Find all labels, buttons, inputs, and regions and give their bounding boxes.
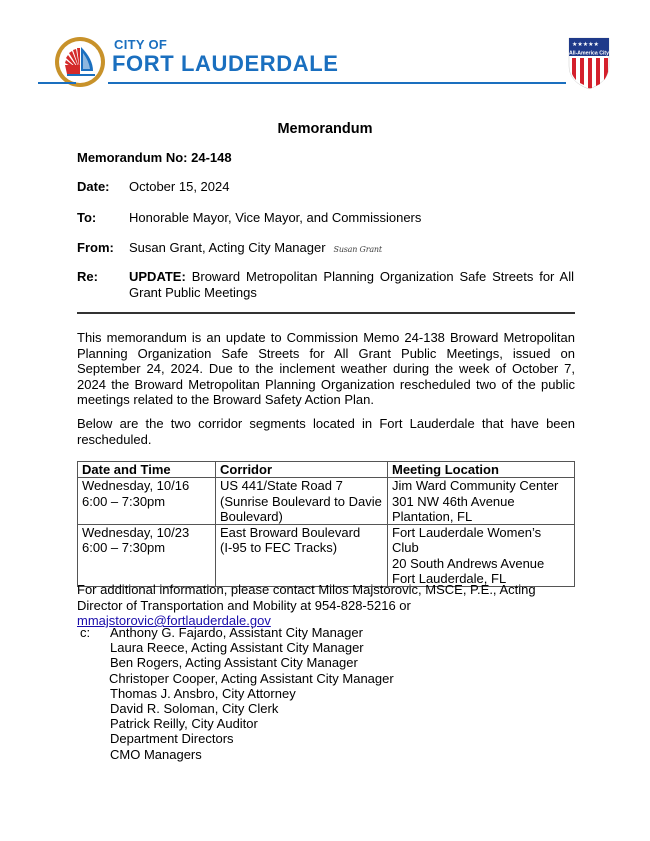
to-label: To:: [77, 210, 97, 225]
table-row: [78, 478, 575, 525]
re-label: Re:: [77, 269, 98, 284]
heading-divider: [77, 312, 575, 314]
cc-list: [110, 625, 394, 762]
cell-location: [388, 478, 575, 525]
cell-line: Jim Ward Community Center: [392, 478, 559, 494]
from-field: [129, 240, 382, 255]
svg-text:All-America City: All-America City: [568, 50, 610, 57]
date-value: October 15, 2024: [129, 179, 230, 194]
cell-line: Wednesday, 10/16: [82, 478, 190, 494]
cc-recipient: David R. Soloman, City Clerk: [110, 701, 279, 717]
meetings-table: [77, 461, 575, 587]
table-header-row: [78, 462, 575, 478]
cell-line: Fort Lauderdale, FL: [392, 571, 507, 587]
cc-recipient: Patrick Reilly, City Auditor: [110, 716, 258, 732]
logo-city-of: CITY OF: [114, 37, 168, 52]
cell-line: 20 South Andrews Avenue: [392, 555, 545, 571]
body-paragraph-2: Below are the two corridor segments located in Fort Lauderdale that have been rescheduled.: [77, 416, 575, 447]
cell-line: Wednesday, 10/23: [82, 525, 190, 541]
cell-line: (I-95 to FEC Tracks): [220, 540, 338, 556]
contact-paragraph: [77, 582, 575, 629]
re-prefix: UPDATE:: [129, 269, 186, 284]
cc-recipient: Department Directors: [110, 731, 234, 747]
cell-corridor: [216, 525, 388, 587]
cell-line: Plantation, FL: [392, 508, 473, 524]
to-value: Honorable Mayor, Vice Mayor, and Commissioners: [129, 210, 422, 225]
contact-email-link[interactable]: mmajstorovic@fortlauderdale.gov: [77, 613, 271, 628]
from-value: Susan Grant, Acting City Manager: [129, 240, 326, 255]
all-america-city-shield-icon: [567, 36, 611, 90]
logo-fort-lauderdale: FORT LAUDERDALE: [112, 51, 339, 76]
cell-line: 6:00 – 7:30pm: [82, 540, 166, 556]
header-rule-left: [38, 82, 76, 84]
table-row: [78, 525, 575, 587]
page-title: Memorandum: [277, 121, 373, 137]
cell-line: Boulevard): [220, 508, 283, 524]
body-paragraph-1: This memorandum is an update to Commission Memo 24-138 Broward Metropolitan Planning Organization Safe Streets for All Grant Public Meetings, issued on September 24, 2024. Due to the inclement weather during the week of October 7, 2024 the Broward Metropolitan Planning Organization rescheduled two of the public meetings related to the Broward Safety Action Plan.: [77, 330, 575, 407]
column-header-corridor: Corridor: [216, 462, 388, 478]
cc-recipient: Ben Rogers, Acting Assistant City Manager: [110, 655, 358, 671]
cell-date: [78, 525, 216, 587]
header-rule-right: [108, 82, 566, 84]
cc-label: c:: [80, 625, 91, 640]
cc-recipient: Anthony G. Fajardo, Assistant City Manager: [110, 625, 363, 640]
city-seal-icon: [59, 41, 101, 83]
cell-line: Fort Lauderdale Women’s Club: [392, 525, 542, 556]
re-value: Broward Metropolitan Planning Organization Safe Streets for All Grant Public Meetings: [129, 269, 574, 300]
signature: Susan Grant: [333, 245, 382, 254]
cell-line: 301 NW 46th Avenue: [392, 493, 515, 509]
cell-line: 6:00 – 7:30pm: [82, 493, 166, 509]
from-label: From:: [77, 240, 114, 255]
column-header-location: Meeting Location: [388, 462, 575, 478]
cc-recipient: Christoper Cooper, Acting Assistant City Manager: [109, 670, 394, 686]
column-header-date: Date and Time: [78, 462, 216, 478]
cell-line: East Broward Boulevard: [220, 525, 361, 541]
cell-corridor: [216, 478, 388, 525]
re-subject: [129, 269, 574, 301]
contact-text: For additional information, please contact Milos Majstorovic, MSCE, P.E., Acting Director of Transportation and Mobility at 954-828-5216 or: [77, 582, 536, 613]
cell-date: [78, 478, 216, 525]
cell-line: US 441/State Road 7: [220, 478, 343, 494]
memo-number: Memorandum No: 24-148: [77, 150, 232, 165]
cc-recipient: Laura Reece, Acting Assistant City Manager: [110, 640, 364, 656]
cell-line: (Sunrise Boulevard to Davie: [220, 493, 382, 509]
cc-recipient: CMO Managers: [110, 746, 202, 762]
svg-text:★★★★★: ★★★★★: [572, 41, 599, 48]
cc-recipient: Thomas J. Ansbro, City Attorney: [110, 685, 296, 701]
cell-location: [388, 525, 575, 587]
date-label: Date:: [77, 179, 110, 194]
